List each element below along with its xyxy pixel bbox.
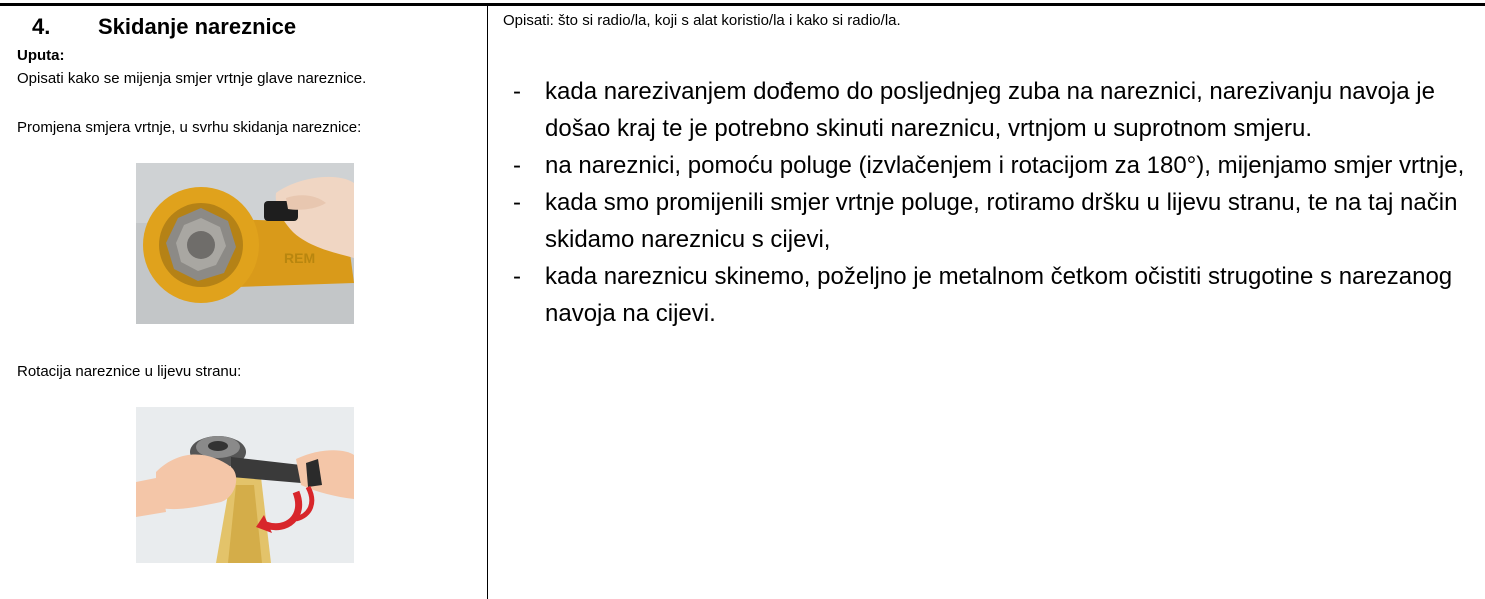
section-heading (32, 14, 296, 40)
caption-direction-change: Promjena smjera vrtnje, u svrhu skidanja nareznice: (17, 119, 362, 136)
bullet-dash: - (513, 78, 521, 105)
instruction-text: Opisati kako se mijenja smjer vrtnje glave nareznice. (17, 70, 367, 87)
answer-item (513, 147, 1478, 184)
answer-item (513, 184, 1478, 258)
section-title: Skidanje nareznice (98, 14, 297, 39)
answer-prompt: Opisati: što si radio/la, koji s alat koristio/la i kako si radio/la. (503, 12, 901, 29)
bullet-dash: - (513, 152, 521, 179)
rotation-illustration (136, 407, 354, 563)
instruction-column (0, 6, 487, 599)
instruction-label: Uputa: (17, 47, 65, 64)
rotation-drawing (136, 407, 354, 563)
die-brand-text: REM (284, 250, 316, 266)
section-number: 4. (32, 14, 51, 39)
answer-column (488, 6, 1485, 599)
die-lever-illustration (136, 163, 354, 324)
die-lever-photo (136, 163, 354, 324)
answer-text: kada narezivanjem dođemo do posljednjeg zuba na nareznici, narezivanju navoja je došao kraj te je potrebno skinuti nareznicu, vrtnjom u suprotnom smjeru. (545, 78, 1435, 142)
answer-item (513, 258, 1478, 332)
caption-left-rotation: Rotacija nareznice u lijevu stranu: (17, 363, 242, 380)
answer-list (513, 73, 1478, 332)
answer-item (513, 73, 1478, 147)
bullet-dash: - (513, 189, 521, 216)
bullet-dash: - (513, 263, 521, 290)
answer-text: na nareznici, pomoću poluge (izvlačenjem i rotacijom za 180°), mijenjamo smjer vrtnje, (545, 152, 1465, 179)
answer-text: kada nareznicu skinemo, poželjno je metalnom četkom očistiti strugotine s narezanog navoja na cijevi. (545, 263, 1453, 327)
answer-text: kada smo promijenili smjer vrtnje poluge, rotiramo dršku u lijevu stranu, te na taj način skidamo nareznicu s cijevi, (545, 189, 1458, 253)
